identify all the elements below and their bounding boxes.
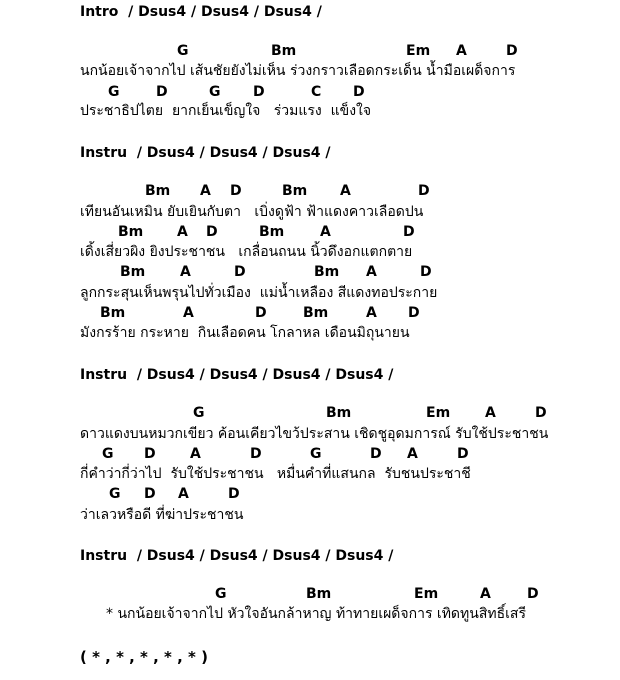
chord: A <box>480 586 491 602</box>
lyric-line: * นกน้อยเจ้าจากไป หัวใจอันกล้าหาญ ท้าทายเผด็จการ เทิดทูนสิทธิ์เสรี <box>106 606 526 622</box>
chord: A <box>340 183 351 199</box>
chord: Bm <box>118 224 144 240</box>
ending-line: ( * , * , * , * , * ) <box>80 648 208 666</box>
chord: D <box>230 183 242 199</box>
chord: A <box>485 405 496 421</box>
chord: Bm <box>303 305 329 321</box>
lyric-line: ว่าเลวหรือดี ที่ฆ่าประชาชน <box>80 507 244 523</box>
instrumental-line: Instru / Dsus4 / Dsus4 / Dsus4 / Dsus4 / <box>80 367 394 383</box>
chord: A <box>407 446 418 462</box>
intro-line: Intro / Dsus4 / Dsus4 / Dsus4 / <box>80 4 322 20</box>
chord: G <box>108 84 120 100</box>
chord: D <box>144 486 156 502</box>
chord: D <box>144 446 156 462</box>
chord: D <box>420 264 432 280</box>
chord: D <box>255 305 267 321</box>
chord: D <box>506 43 518 59</box>
instrumental-line: Instru / Dsus4 / Dsus4 / Dsus4 / <box>80 145 331 161</box>
chord: Bm <box>282 183 308 199</box>
chord: A <box>180 264 191 280</box>
chord: Em <box>414 586 439 602</box>
lyric-line: นกน้อยเจ้าจากไป เส้นชัยยังไม่เห็น ร่วงกราวเลือดกระเด็น น้ำมือเผด็จการ <box>80 63 516 79</box>
chord: A <box>190 446 201 462</box>
chord: Bm <box>100 305 126 321</box>
chord: G <box>310 446 322 462</box>
chord: Bm <box>326 405 352 421</box>
chord: A <box>366 305 377 321</box>
lyric-line: ลูกกระสุนเห็นพรุนไปทั่วเมือง แม่น้ำเหลือง สีแดงทอประกาย <box>80 285 438 301</box>
chord: D <box>403 224 415 240</box>
chord: Bm <box>271 43 297 59</box>
chord: A <box>366 264 377 280</box>
instrumental-line: Instru / Dsus4 / Dsus4 / Dsus4 / Dsus4 / <box>80 548 394 564</box>
chord: A <box>320 224 331 240</box>
chord: D <box>408 305 420 321</box>
chord: D <box>418 183 430 199</box>
chord: Bm <box>306 586 332 602</box>
lyric-line: มังกรร้าย กระหาย กินเลือดคน โกลาหล เดือนมิถุนายน <box>80 325 410 341</box>
lyric-line: ดาวแดงบนหมวกเขียว ค้อนเคียวไขว้ประสาน เชิดชูอุดมการณ์ รับใช้ประชาชน <box>80 426 549 442</box>
chord: G <box>102 446 114 462</box>
lyric-line: เทียนอันเหมิน ยับเยินกับตา เบิ่งดูฟ้า ฟ้าแดงคาวเลือดปน <box>80 204 424 220</box>
chord: D <box>234 264 246 280</box>
chord: Em <box>406 43 431 59</box>
chord: Em <box>426 405 451 421</box>
chord: Bm <box>314 264 340 280</box>
chord: G <box>177 43 189 59</box>
chord: D <box>206 224 218 240</box>
chord: G <box>215 586 227 602</box>
chord: A <box>177 224 188 240</box>
chord: G <box>109 486 121 502</box>
chord: D <box>535 405 547 421</box>
chord: D <box>527 586 539 602</box>
chord: D <box>228 486 240 502</box>
chord: D <box>253 84 265 100</box>
chord: D <box>370 446 382 462</box>
lyric-line: เดิ้งเสี่ยวผิง ยิงประชาชน เกลื่อนถนน นิ้วดึงอกแตกตาย <box>80 244 413 260</box>
chord: G <box>209 84 221 100</box>
chord: A <box>200 183 211 199</box>
chord: Bm <box>120 264 146 280</box>
chord: C <box>311 84 322 100</box>
chord: G <box>193 405 205 421</box>
chord: D <box>353 84 365 100</box>
chord: Bm <box>145 183 171 199</box>
chord: D <box>156 84 168 100</box>
chord: A <box>178 486 189 502</box>
chord: A <box>183 305 194 321</box>
chord: D <box>457 446 469 462</box>
chord: D <box>250 446 262 462</box>
lyric-line: กี่คำว่ากี่ว่าไป รับใช้ประชาชน หมื่นคำที่แสนกล รับชนประชาชี <box>80 466 471 482</box>
lyric-line: ประชาธิปไตย ยากเย็นเข็ญใจ ร่วมแรง แข็งใจ <box>80 103 372 119</box>
chord: Bm <box>259 224 285 240</box>
chord: A <box>456 43 467 59</box>
